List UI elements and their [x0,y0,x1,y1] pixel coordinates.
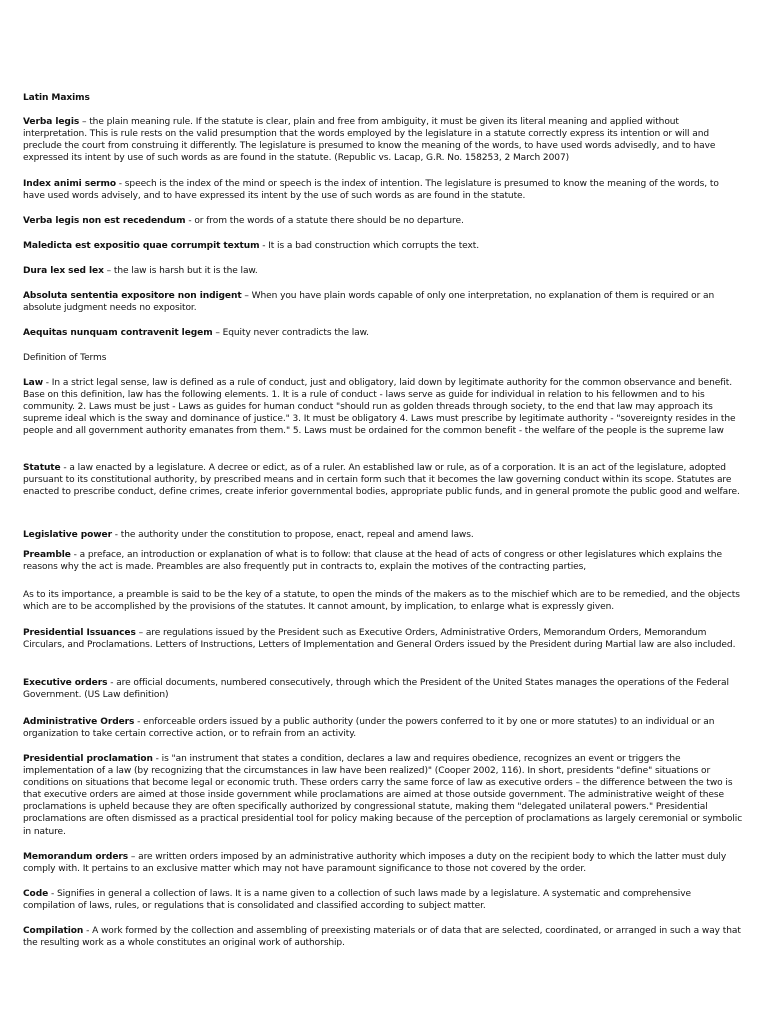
maxim-term: Maledicta est expositio quae corrumpit textum [23,241,260,251]
maxim-term: Verba legis non est recedendum [23,216,186,226]
definition-text: Signifies in general a collection of laws. It is a name given to a collection of such laws made by a legislature. A systematic and comprehensive compilation of laws, rules, or regulations that is consolidated and classified according to subject matter. [23,889,691,912]
definition-administrative-orders: Administrative Orders - enforceable orders issued by a public authority (under the powers conferred to it by one or more statutes) to an individual or an organization to take certain corrective action, or to refrain from an activity. [23,717,715,740]
definition-law: Law - In a strict legal sense, law is defined as a rule of conduct, just and obligatory, laid down by legitimate authority for the common observance and benefit. Base on this definition, law has the following elements. 1. It is a rule of conduct - laws serve as guide for individual in relation to his fellowmen and to his community. 2. Laws must be just - Laws as guides for human conduct "should run as golden threads through society, to the end that law may approach its supreme ideal which is the sway and dominance of justice." 3. It must be obligatory 4. Laws must prescribe by legitimate authority - "sovereignty resides in the people and all government authority emanates from them." 5. Laws must be ordained for the common benefit - the welfare of the people is the supreme law [23,378,736,437]
definition-term: Law [23,378,43,388]
definition-term: Code [23,889,49,899]
definition-preamble-importance [23,589,745,613]
maxim-text: the law is harsh but it is the law. [113,266,258,276]
definition-statute: Statute - a law enacted by a legislature. A decree or edict, as of a ruler. An established law or rule, as of a corporation. It is an act of the legislature, adopted pursuant to its constitutional authority, by prescribed means and in certain form such that it becomes the law governing conduct within its scope. Statutes are enacted to prescribe conduct, define crimes, create inferior governmental bodies, appropriate public funds, and in general promote the public good and welfare. [23,463,740,498]
definition-text: As to its importance, a preamble is said to be the key of a statute, to open the minds of the makers as to the mischief which are to be remedied, and the objects which are to be accomplished by the provisions of the statutes. It cannot amount, by implication, to enlarge what is expressly given. [23,590,740,613]
maxim-index-animi-sermo: Index animi sermo - speech is the index of the mind or speech is the index of intention. The legislature is presumed to know the meaning of the words, to have used words advisely, and to have expressed its intent by the use of such words as are found in the statute. [23,179,719,202]
definition-term: Presidential Issuances [23,628,136,638]
definition-code: Code - Signifies in general a collection of laws. It is a name given to a collection of such laws made by a legislature. A systematic and comprehensive compilation of laws, rules, or regulations that is consolidated and classified according to subject matter. [23,889,691,912]
maxim-term: Verba legis [23,117,80,127]
definition-term: Preamble [23,550,71,560]
maxim-text: or from the words of a statute there should be no departure. [194,216,464,226]
maxim-term: Absoluta sententia expositore non indigent [23,291,242,301]
maxim-dura-lex: Dura lex sed lex – the law is harsh but it is the law. [23,266,258,276]
maxim-maledicta: Maledicta est expositio quae corrumpit textum - It is a bad construction which corrupts the text. [23,241,480,251]
definition-compilation: Compilation - A work formed by the collection and assembling of preexisting materials or of data that are selected, coordinated, or arranged in such a way that the resulting work as a whole constitutes an original work of authorship. [23,926,741,949]
maxim-text: Equity never contradicts the law. [222,328,369,338]
definition-text: A work formed by the collection and assembling of preexisting materials or of data that are selected, coordinated, or arranged in such a way that the resulting work as a whole constitutes an original work of authorship. [23,926,741,949]
maxim-text: It is a bad construction which corrupts the text. [268,241,480,251]
maxim-term: Index animi sermo [23,179,116,189]
definitions-heading: Definition of Terms [23,353,107,363]
definition-term: Legislative power [23,530,112,540]
definition-presidential-proclamation: Presidential proclamation - is "an instrument that states a condition, declares a law and requires obedience, recognizes an event or triggers the implementation of a law (by recognizing that the circumstances in law have been realized)" (Cooper 2002, 116). In short, presidents "define" situations or conditions on situations that become legal or economic truth. These orders carry the same force of law as executive orders – the difference between the two is that executive orders are aimed at those inside government while proclamations are aimed at those outside government. The administrative weight of these proclamations is upheld because they are often specifically authorized by congressional statute, making them "delegated unilateral powers." Presidential proclamations are often dismissed as a practical presidential tool for policy making because of the perception of proclamations as largely ceremonial or symbolic in nature. [23,754,743,837]
maxim-text: When you have plain words capable of only one interpretation, no explanation of them is required or an absolute judgment needs no expositor. [23,291,715,314]
maxim-term: Dura lex sed lex [23,266,104,276]
definition-text: a law enacted by a legislature. A decree or edict, as of a ruler. An established law or rule, as of a corporation. It is an act of the legislature, adopted pursuant to its constitutional authority, by prescribed means and in certain form such that it becomes the law governing conduct within its scope. Statutes are enacted to prescribe conduct, define crimes, create inferior governmental bodies, appropriate public funds, and in general promote the public good and welfare. [23,463,740,498]
definition-term: Memorandum orders [23,852,129,862]
maxim-absoluta-sententia: Absoluta sententia expositore non indigent – When you have plain words capable of only one interpretation, no explanation of them is required or an absolute judgment needs no expositor. [23,291,715,314]
maxim-verba-legis: Verba legis – the plain meaning rule. If the statute is clear, plain and free from ambiguity, it must be given its literal meaning and applied without interpretation. This is rule rests on the valid presumption that the words employed by the legislature in a statute correctly express its intention or will and preclude the court from construing it differently. The legislature is presumed to know the meaning of the words, to have used words advisedly, and to have expressed its intent by use of such words as are found in the statute. (Republic vs. Lacap, G.R. No. 158253, 2 March 2007) [23,117,716,164]
maxim-aequitas: Aequitas nunquam contravenit legem – Equity never contradicts the law. [23,328,369,338]
maxim-text: speech is the index of the mind or speech is the index of intention. The legislature is presumed to know the meaning of the words, to have used words advisely, and to have expressed its intent by the use of such words as are found in the statute. [23,179,719,202]
definition-term: Compilation [23,926,84,936]
definition-memorandum-orders: Memorandum orders – are written orders imposed by an administrative authority which imposes a duty on the recipient body to which the latter must duly comply with. It pertains to an exclusive matter which may not have paramount significance to those not covered by the order. [23,852,727,875]
maxim-text: the plain meaning rule. If the statute is clear, plain and free from ambiguity, it must be given its literal meaning and applied without interpretation. This is rule rests on the valid presumption that the words employed by the legislature in a statute correctly express its intention or will and preclude the court from construing it differently. The legislature is presumed to know the meaning of the words, to have used words advisedly, and to have expressed its intent by use of such words as are found in the statute. (Republic vs. Lacap, G.R. No. 158253, 2 March 2007) [23,117,716,164]
definition-text: are official documents, numbered consecutively, through which the President of the United States manages the operations of the Federal Government. (US Law definition) [23,678,729,701]
maxim-term: Aequitas nunquam contravenit legem [23,328,213,338]
definition-text: the authority under the constitution to propose, enact, repeal and amend laws. [120,530,474,540]
document-title: Latin Maxims [23,93,90,103]
definition-term: Presidential proclamation [23,754,153,764]
definition-text: In a strict legal sense, law is defined as a rule of conduct, just and obligatory, laid down by legitimate authority for the common observance and benefit. Base on this definition, law has the following elements. 1. It is a rule of conduct - laws serve as guide for individual in relation to his fellowmen and to his community. 2. Laws must be just - Laws as guides for human conduct "should run as golden threads through society, to the end that law may approach its supreme ideal which is the sway and dominance of justice." 3. It must be obligatory 4. Laws must prescribe by legitimate authority - "sovereignty resides in the people and all government authority emanates from them." 5. Laws must be ordained for the common benefit - the welfare of the people is the supreme law [23,378,736,437]
definition-term: Administrative Orders [23,717,135,727]
definition-legislative-power: Legislative power - the authority under the constitution to propose, enact, repeal and amend laws. [23,530,474,540]
definition-term: Executive orders [23,678,108,688]
definition-term: Statute [23,463,61,473]
definition-text: are written orders imposed by an administrative authority which imposes a duty on the recipient body to which the latter must duly comply with. It pertains to an exclusive matter which may not have paramount significance to those not covered by the order. [23,852,727,875]
definition-text: a preface, an introduction or explanation of what is to follow: that clause at the head of acts of congress or other legislatures which explains the reasons why the act is made. Preambles are also frequently put in contracts to, explain the motives of the contracting parties, [23,550,722,573]
definition-text: enforceable orders issued by a public authority (under the powers conferred to it by one or more statutes) to an individual or an organization to take certain corrective action, or to refrain from an activity. [23,717,715,740]
maxim-verba-legis-non-est: Verba legis non est recedendum - or from the words of a statute there should be no departure. [23,216,464,226]
definition-text: are regulations issued by the President such as Executive Orders, Administrative Orders, Memorandum Orders, Memorandum Circulars, and Proclamations. Letters of Instructions, Letters of Implementation and General Orders issued by the President during Martial law are also included. [23,628,736,651]
definition-executive-orders: Executive orders - are official documents, numbered consecutively, through which the President of the United States manages the operations of the Federal Government. (US Law definition) [23,678,729,701]
definition-presidential-issuances: Presidential Issuances – are regulations issued by the President such as Executive Orders, Administrative Orders, Memorandum Orders, Memorandum Circulars, and Proclamations. Letters of Instructions, Letters of Implementation and General Orders issued by the President during Martial law are also included. [23,628,736,651]
definition-text: is "an instrument that states a condition, declares a law and requires obedience, recognizes an event or triggers the implementation of a law (by recognizing that the circumstances in law have been realized)" (Cooper 2002, 116). In short, presidents "define" situations or conditions on situations that become legal or economic truth. These orders carry the same force of law as executive orders – the difference between the two is that executive orders are aimed at those inside government while proclamations are aimed at those outside government. The administrative weight of these proclamations is upheld because they are often specifically authorized by congressional statute, making them "delegated unilateral powers." Presidential proclamations are often dismissed as a practical presidential tool for policy making because of the perception of proclamations as largely ceremonial or symbolic in nature. [23,754,743,837]
definition-preamble: Preamble - a preface, an introduction or explanation of what is to follow: that clause at the head of acts of congress or other legislatures which explains the reasons why the act is made. Preambles are also frequently put in contracts to, explain the motives of the contracting parties, [23,550,722,573]
